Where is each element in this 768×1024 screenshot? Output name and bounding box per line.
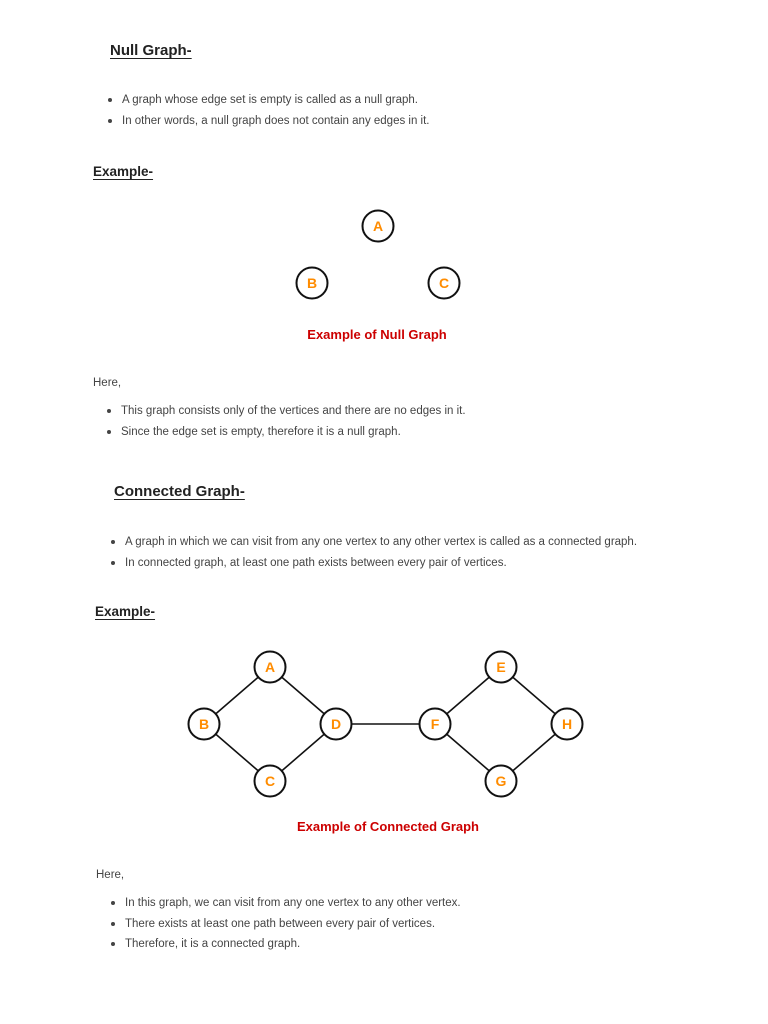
node-f [420,709,451,740]
node-e [486,652,517,683]
svg-text:H: H [561,716,573,732]
connected-graph-notes-list [111,895,461,957]
node-b [189,709,220,740]
svg-text:F: F [430,716,440,732]
svg-text:B: B [306,275,318,291]
connected-example-heading: Example- [95,604,156,619]
node-h [552,709,583,740]
svg-text:A: A [372,218,384,234]
null-example-heading: Example- [93,164,154,179]
svg-text:B: B [198,716,210,732]
list-item: Therefore, it is a connected graph. [111,936,461,957]
list-item: In other words, a null graph does not contain any edges in it. [108,113,430,134]
svg-text:C: C [264,773,276,789]
list-item: A graph in which we can visit from any one vertex to any other vertex is called as a connected graph. [111,534,637,555]
list-item: In connected graph, at least one path exists between every pair of vertices. [111,555,637,576]
null-here-label: Here, [93,377,122,389]
null-graph-caption: Example of Null Graph [307,327,447,342]
node-c [255,766,286,797]
svg-text:C: C [438,275,450,291]
list-item: This graph consists only of the vertices and there are no edges in it. [107,403,466,424]
connected-here-label: Here, [96,869,125,881]
null-graph-title: Null Graph- [110,42,192,59]
svg-text:G: G [495,773,507,789]
node-a [255,652,286,683]
connected-graph-title: Connected Graph- [114,483,245,500]
svg-text:A: A [264,659,276,675]
node-g [486,766,517,797]
node-d [321,709,352,740]
list-item: In this graph, we can visit from any one vertex to any other vertex. [111,895,461,916]
graph-edges [204,667,567,781]
list-item: There exists at least one path between every pair of vertices. [111,916,461,937]
list-item: A graph whose edge set is empty is called as a null graph. [108,92,430,113]
list-item: Since the edge set is empty, therefore it is a null graph. [107,424,466,445]
svg-text:D: D [330,716,342,732]
svg-text:E: E [496,659,506,675]
connected-graph-caption: Example of Connected Graph [296,819,480,834]
